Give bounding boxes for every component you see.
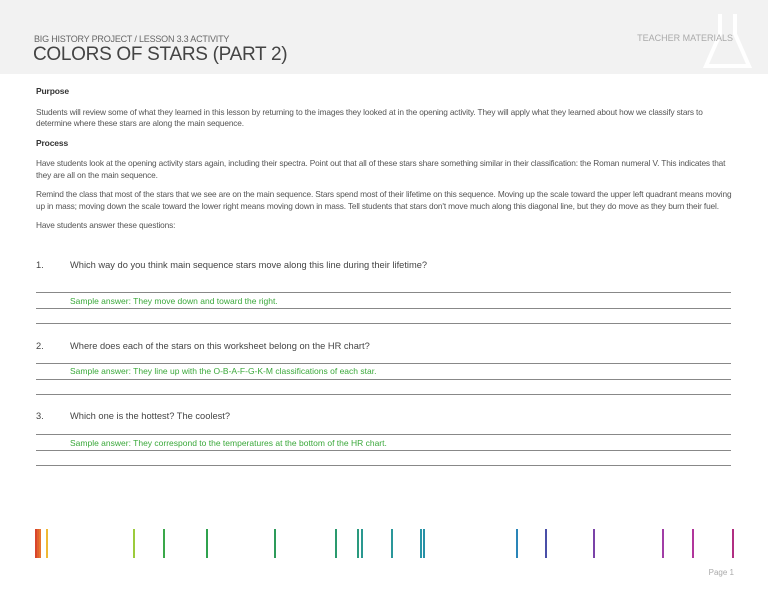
process-heading: Process	[36, 137, 69, 148]
spectrum-line	[692, 529, 694, 558]
spectrum-line	[662, 529, 664, 558]
breadcrumb: BIG HISTORY PROJECT / LESSON 3.3 ACTIVITY	[34, 34, 230, 44]
teacher-materials-label: TEACHER MATERIALS	[637, 33, 733, 43]
spectrum-line	[274, 529, 276, 558]
spectrum-line	[423, 529, 425, 558]
header	[0, 0, 768, 74]
question-text: Where does each of the stars on this worksheet belong on the HR chart?	[70, 341, 370, 351]
answer-line	[36, 292, 731, 293]
page-number: Page 1	[708, 568, 734, 577]
spectrum-line	[39, 529, 41, 558]
answer-line	[36, 363, 731, 364]
answer-line	[36, 308, 731, 309]
sample-answer: Sample answer: They move down and toward the right.	[70, 296, 278, 306]
answer-line	[36, 434, 731, 435]
process-paragraph: Have students look at the opening activity stars again, including their spectra. Point out that all of these stars share something similar in their classification: the Roman numeral V. This indicates that they are all on the main sequence.	[36, 158, 726, 180]
answer-line	[36, 465, 731, 466]
purpose-heading: Purpose	[36, 86, 69, 96]
answer-line	[36, 323, 731, 324]
spectrum-line	[133, 529, 135, 558]
spectrum-line	[46, 529, 48, 558]
question-text: Which way do you think main sequence stars move along this line during their lifetime?	[70, 260, 428, 270]
spectrum-line	[545, 529, 547, 558]
process-paragraph: Remind the class that most of the stars that we see are on the main sequence. Stars spend most of their lifetime on this sequence. Moving up the scale toward the upper left quadrant means moving up in mass; moving down the scale toward the lower right means moving down in mass. Tell students that stars don't move much along this diagonal line, but they do move as they burn their fuel.	[36, 189, 732, 211]
content	[36, 86, 736, 240]
page-title: COLORS OF STARS (PART 2)	[33, 44, 288, 65]
process-paragraph: Have students answer these questions:	[36, 220, 176, 230]
spectrum-line	[335, 529, 337, 558]
spectrum-line	[391, 529, 393, 558]
sample-answer: Sample answer: They line up with the O-B-A-F-G-K-M classifications of each star.	[70, 366, 377, 376]
spectrum-line	[361, 529, 363, 558]
answer-line	[36, 394, 731, 395]
spectrum-line	[593, 529, 595, 558]
question-number: 3.	[36, 411, 44, 421]
purpose-text: Students will review some of what they learned in this lesson by returning to the images they looked at in the opening activity. They will apply what they learned about how we classify stars to determine where these stars are along the main sequence.	[36, 106, 703, 128]
spectrum-line	[732, 529, 734, 558]
question-number: 1.	[36, 260, 44, 270]
spectrum-line	[163, 529, 165, 558]
spectrum-line	[420, 529, 422, 558]
spectrum-line	[206, 529, 208, 558]
question-text: Which one is the hottest? The coolest?	[70, 411, 231, 421]
question-number: 2.	[36, 341, 44, 351]
answer-line	[36, 379, 731, 380]
answer-line	[36, 450, 731, 451]
sample-answer: Sample answer: They correspond to the temperatures at the bottom of the HR chart.	[70, 438, 387, 448]
spectrum-line	[357, 529, 359, 558]
spectrum-line	[516, 529, 518, 558]
